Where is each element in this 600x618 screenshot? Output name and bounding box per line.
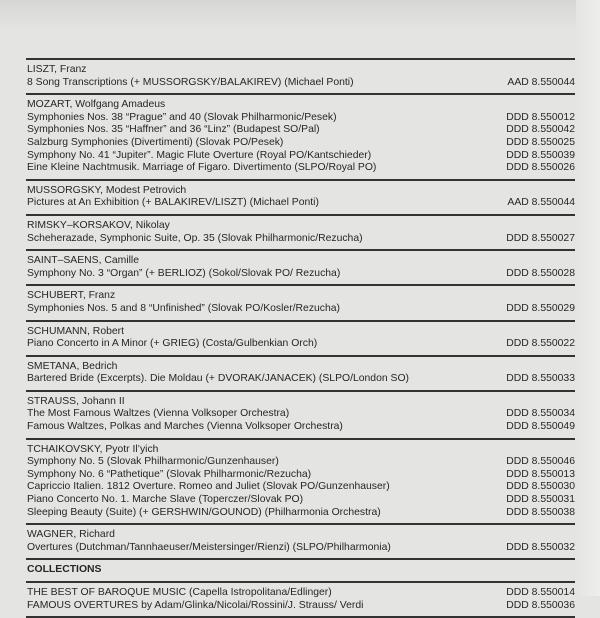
catalog-number: DDD 8.550013 xyxy=(506,468,575,480)
work-title: Salzburg Symphonies (Divertimenti) (Slovak PO/Pesek) xyxy=(27,136,284,148)
work-entry xyxy=(27,124,575,137)
composer-name: MOZART, Wolfgang Amadeus xyxy=(27,99,166,111)
work-title: Sleeping Beauty (Suite) (+ GERSHWIN/GOUNOD) (Philharmonia Orchestra) xyxy=(27,506,381,518)
catalog-number: DDD 8.550028 xyxy=(506,267,575,279)
catalog-number: DDD 8.550038 xyxy=(506,506,575,518)
composer-section xyxy=(26,357,575,392)
composer-name: SCHUBERT, Franz xyxy=(27,290,116,302)
work-entry xyxy=(27,469,575,482)
work-entry xyxy=(27,542,575,555)
composer-name: SMETANA, Bedrich xyxy=(27,360,118,372)
work-entry xyxy=(27,408,575,421)
catalog-number: DDD 8.550039 xyxy=(506,149,575,161)
composer-section xyxy=(26,286,575,321)
work-title: Piano Concerto in A Minor (+ GRIEG) (Costa/Gulbenkian Orch) xyxy=(27,338,318,350)
work-title: Symphony No. 6 “Pathetique” (Slovak Philharmonic/Rezucha) xyxy=(27,468,312,480)
catalog-number: DDD 8.550036 xyxy=(506,599,575,611)
composer-name: RIMSKY–KORSAKOV, Nikolay xyxy=(27,219,170,231)
catalog-number: DDD 8.550029 xyxy=(506,302,575,314)
work-entry xyxy=(27,421,575,434)
work-entry xyxy=(27,137,575,150)
composer-name: STRAUSS, Johann II xyxy=(27,395,125,407)
work-entry xyxy=(27,162,575,175)
page-right-edge xyxy=(576,0,600,596)
work-title: Symphony No. 41 “Jupiter”. Magic Flute Overture (Royal PO/Kantschieder) xyxy=(27,149,372,161)
composer-section xyxy=(26,181,575,216)
composer-section xyxy=(26,60,575,95)
work-entry xyxy=(27,233,575,246)
work-title: 8 Song Transcriptions (+ MUSSORGSKY/BALAKIREV) (Michael Ponti) xyxy=(27,76,354,88)
collections-section xyxy=(26,560,575,583)
work-title: Piano Concerto No. 1. Marche Slave (Toperczer/Slovak PO) xyxy=(27,494,304,506)
catalog-number: DDD 8.550030 xyxy=(506,481,575,493)
composer-section xyxy=(26,440,575,526)
catalog-number: DDD 8.550022 xyxy=(506,338,575,350)
catalog-number: DDD 8.550034 xyxy=(506,408,575,420)
work-title: Capriccio Italien. 1812 Overture. Romeo and Juliet (Slovak PO/Gunzenhauser) xyxy=(27,481,390,493)
composer-section xyxy=(26,95,575,181)
catalog-list xyxy=(26,58,575,618)
composer-name: MUSSORGSKY, Modest Petrovich xyxy=(27,184,187,196)
catalog-number: AAD 8.550044 xyxy=(507,76,575,88)
work-entry xyxy=(27,507,575,520)
composer-section xyxy=(26,322,575,357)
catalog-number: DDD 8.550049 xyxy=(506,421,575,433)
composer-name: WAGNER, Richard xyxy=(27,529,115,541)
catalog-number: DDD 8.550032 xyxy=(506,541,575,553)
collections-heading: COLLECTIONS xyxy=(27,564,102,576)
catalog-number: DDD 8.550026 xyxy=(506,162,575,174)
work-entry xyxy=(27,338,575,351)
work-entry xyxy=(27,600,575,613)
composer-section xyxy=(26,392,575,440)
catalog-number: DDD 8.550046 xyxy=(506,456,575,468)
work-entry xyxy=(27,587,575,600)
composer-name: LISZT, Franz xyxy=(27,64,87,75)
work-title: Symphonies Nos. 5 and 8 “Unfinished” (Slovak PO/Kosler/Rezucha) xyxy=(27,302,341,314)
catalog-number: DDD 8.550033 xyxy=(506,373,575,385)
catalog-number: DDD 8.550012 xyxy=(506,111,575,123)
work-title: THE BEST OF BAROQUE MUSIC (Capella Istropolitana/Edlinger) xyxy=(27,587,332,598)
work-title: Symphony No. 3 “Organ” (+ BERLIOZ) (Sokol/Slovak PO/ Rezucha) xyxy=(27,267,341,279)
composer-section xyxy=(26,251,575,286)
work-title: Bartered Bride (Excerpts). Die Moldau (+ DVORAK/JANACEK) (SLPO/London SO) xyxy=(27,373,409,385)
catalog-number: DDD 8.550027 xyxy=(506,232,575,244)
work-entry xyxy=(27,494,575,507)
work-entry xyxy=(27,481,575,494)
composer-section xyxy=(26,525,575,560)
work-title: Pictures at An Exhibition (+ BALAKIREV/LISZT) (Michael Ponti) xyxy=(27,197,319,209)
work-title: FAMOUS OVERTURES by Adam/Glinka/Nicolai/Rossini/J. Strauss/ Verdi xyxy=(27,599,364,611)
work-title: The Most Famous Waltzes (Vienna Volksoper Orchestra) xyxy=(27,408,290,420)
work-entry xyxy=(27,77,575,90)
work-title: Symphonies Nos. 38 “Prague” and 40 (Slovak Philharmonic/Pesek) xyxy=(27,111,337,123)
catalog-number: DDD 8.550042 xyxy=(506,124,575,136)
composer-name: SAINT–SAENS, Camille xyxy=(27,255,140,267)
work-title: Symphonies Nos. 35 “Haffner” and 36 “Linz” (Budapest SO/Pal) xyxy=(27,124,320,136)
work-title: Famous Waltzes, Polkas and Marches (Vienna Volksoper Orchestra) xyxy=(27,421,343,433)
catalog-number: AAD 8.550044 xyxy=(507,197,575,209)
work-entry xyxy=(27,303,575,316)
work-entry xyxy=(27,197,575,210)
composer-section xyxy=(26,216,575,251)
composer-name: TCHAIKOVSKY, Pyotr Il’yich xyxy=(27,443,159,455)
composer-name: SCHUMANN, Robert xyxy=(27,325,124,337)
collections-works xyxy=(26,583,575,618)
work-title: Eine Kleine Nachtmusik. Marriage of Figaro. Divertimento (SLPO/Royal PO) xyxy=(27,162,377,174)
work-entry xyxy=(27,268,575,281)
work-title: Symphony No. 5 (Slovak Philharmonic/Gunzenhauser) xyxy=(27,456,279,468)
work-entry xyxy=(27,112,575,125)
work-entry xyxy=(27,150,575,163)
work-entry xyxy=(27,373,575,386)
catalog-number: DDD 8.550014 xyxy=(506,587,575,598)
work-title: Overtures (Dutchman/Tannhaeuser/Meistersinger/Rienzi) (SLPO/Philharmonia) xyxy=(27,541,391,553)
work-title: Scheherazade, Symphonic Suite, Op. 35 (Slovak Philharmonic/Rezucha) xyxy=(27,232,363,244)
catalog-number: DDD 8.550031 xyxy=(506,494,575,506)
work-entry xyxy=(27,456,575,469)
page-top-shadow xyxy=(0,0,600,30)
catalog-number: DDD 8.550025 xyxy=(506,136,575,148)
